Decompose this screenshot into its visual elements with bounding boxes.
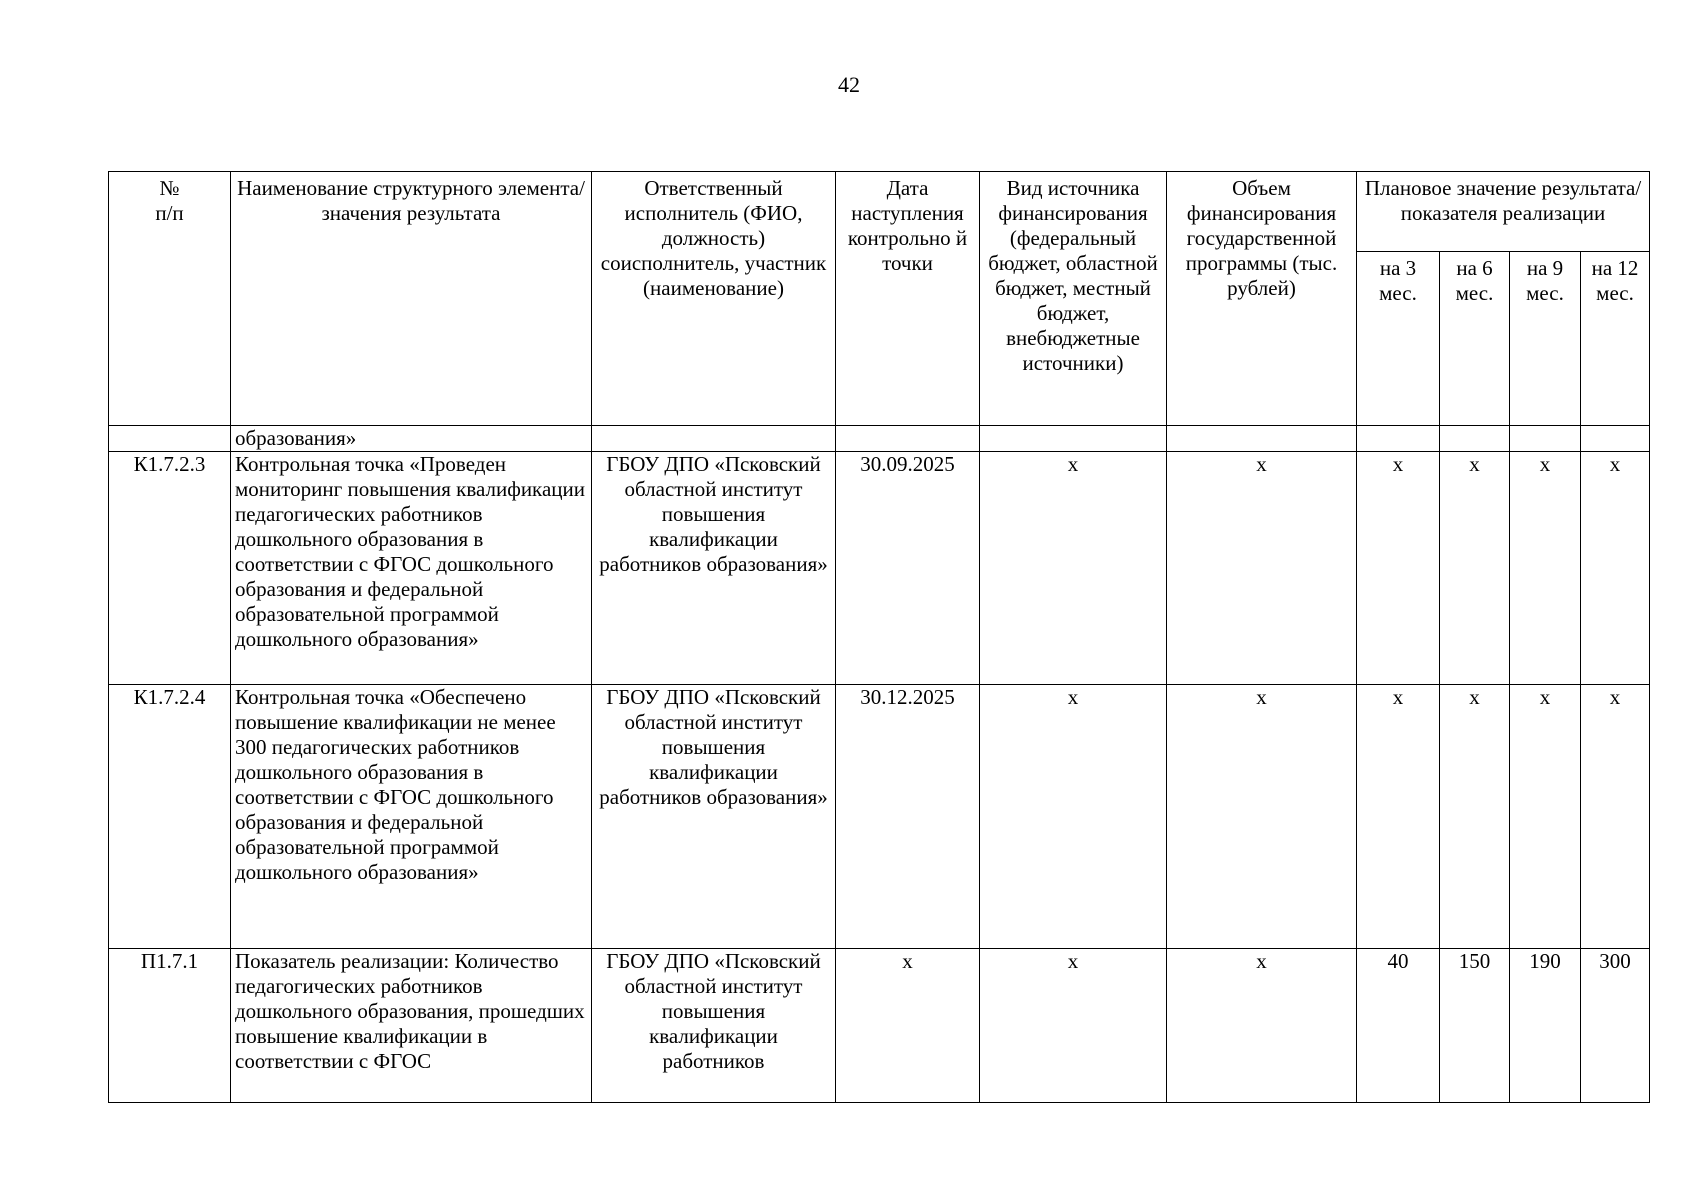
cell-m3: х xyxy=(1357,452,1440,685)
header-m3: на 3 мес. xyxy=(1357,252,1440,426)
cell-date: 30.12.2025 xyxy=(836,685,980,949)
header-m9: на 9 мес. xyxy=(1510,252,1581,426)
cell-m12: 300 xyxy=(1581,949,1650,1103)
cell-volume: х xyxy=(1167,452,1357,685)
cell-m3: 40 xyxy=(1357,949,1440,1103)
header-source: Вид источника финансирования (федеральный бюджет, областной бюджет, местный бюджет, внебюджетные источники) xyxy=(980,172,1167,426)
cell-source: х xyxy=(980,452,1167,685)
plan-table xyxy=(108,171,1650,1103)
continuation-row xyxy=(109,426,1650,452)
cell-date xyxy=(836,426,980,452)
cell-m6 xyxy=(1440,426,1510,452)
cell-name: образования» xyxy=(231,426,592,452)
cell-m6: х xyxy=(1440,452,1510,685)
cell-m6: 150 xyxy=(1440,949,1510,1103)
cell-num xyxy=(109,426,231,452)
header-name: Наименование структурного элемента/ значения результата xyxy=(231,172,592,426)
cell-m3 xyxy=(1357,426,1440,452)
header-m6: на 6 мес. xyxy=(1440,252,1510,426)
cell-m9 xyxy=(1510,426,1581,452)
cell-name: Контрольная точка «Проведен мониторинг повышения квалификации педагогических работников дошкольного образования в соответствии с ФГОС дошкольного образования и федеральной образовательной программой дошкольного образования» xyxy=(231,452,592,685)
cell-m12: х xyxy=(1581,452,1650,685)
cell-num: П1.7.1 xyxy=(109,949,231,1103)
cell-m9: х xyxy=(1510,452,1581,685)
cell-responsible xyxy=(592,426,836,452)
cell-name: Показатель реализации: Количество педагогических работников дошкольного образования, прошедших повышение квалификации в соответствии с ФГОС xyxy=(231,949,592,1103)
cell-m12: х xyxy=(1581,685,1650,949)
cell-responsible: ГБОУ ДПО «Псковский областной институт повышения квалификации работников образования» xyxy=(592,685,836,949)
cell-volume: х xyxy=(1167,949,1357,1103)
cell-volume: х xyxy=(1167,685,1357,949)
cell-date: 30.09.2025 xyxy=(836,452,980,685)
table-row xyxy=(109,685,1650,949)
header-planned: Плановое значение результата/показателя реализации xyxy=(1357,172,1650,252)
cell-m12 xyxy=(1581,426,1650,452)
cell-responsible: ГБОУ ДПО «Псковский областной институт повышения квалификации работников xyxy=(592,949,836,1103)
cell-name: Контрольная точка «Обеспечено повышение квалификации не менее 300 педагогических работников дошкольного образования в соответствии с ФГОС дошкольного образования и федеральной образовательной программой дошкольного образования» xyxy=(231,685,592,949)
header-volume: Объем финансирования государственной программы (тыс. рублей) xyxy=(1167,172,1357,426)
header-m12: на 12 мес. xyxy=(1581,252,1650,426)
table-row xyxy=(109,949,1650,1103)
header-num: № п/п xyxy=(109,172,231,426)
cell-m9: 190 xyxy=(1510,949,1581,1103)
cell-source: х xyxy=(980,685,1167,949)
cell-m9: х xyxy=(1510,685,1581,949)
cell-volume xyxy=(1167,426,1357,452)
cell-date: х xyxy=(836,949,980,1103)
header-date: Дата наступления контрольно й точки xyxy=(836,172,980,426)
cell-source: х xyxy=(980,949,1167,1103)
cell-m6: х xyxy=(1440,685,1510,949)
cell-responsible: ГБОУ ДПО «Псковский областной институт повышения квалификации работников образования» xyxy=(592,452,836,685)
table-row xyxy=(109,452,1650,685)
cell-num: К1.7.2.4 xyxy=(109,685,231,949)
header-row xyxy=(109,172,1650,252)
header-responsible: Ответственный исполнитель (ФИО, должность) соисполнитель, участник (наименование) xyxy=(592,172,836,426)
cell-m3: х xyxy=(1357,685,1440,949)
cell-num: К1.7.2.3 xyxy=(109,452,231,685)
page-number: 42 xyxy=(838,72,860,97)
cell-source xyxy=(980,426,1167,452)
